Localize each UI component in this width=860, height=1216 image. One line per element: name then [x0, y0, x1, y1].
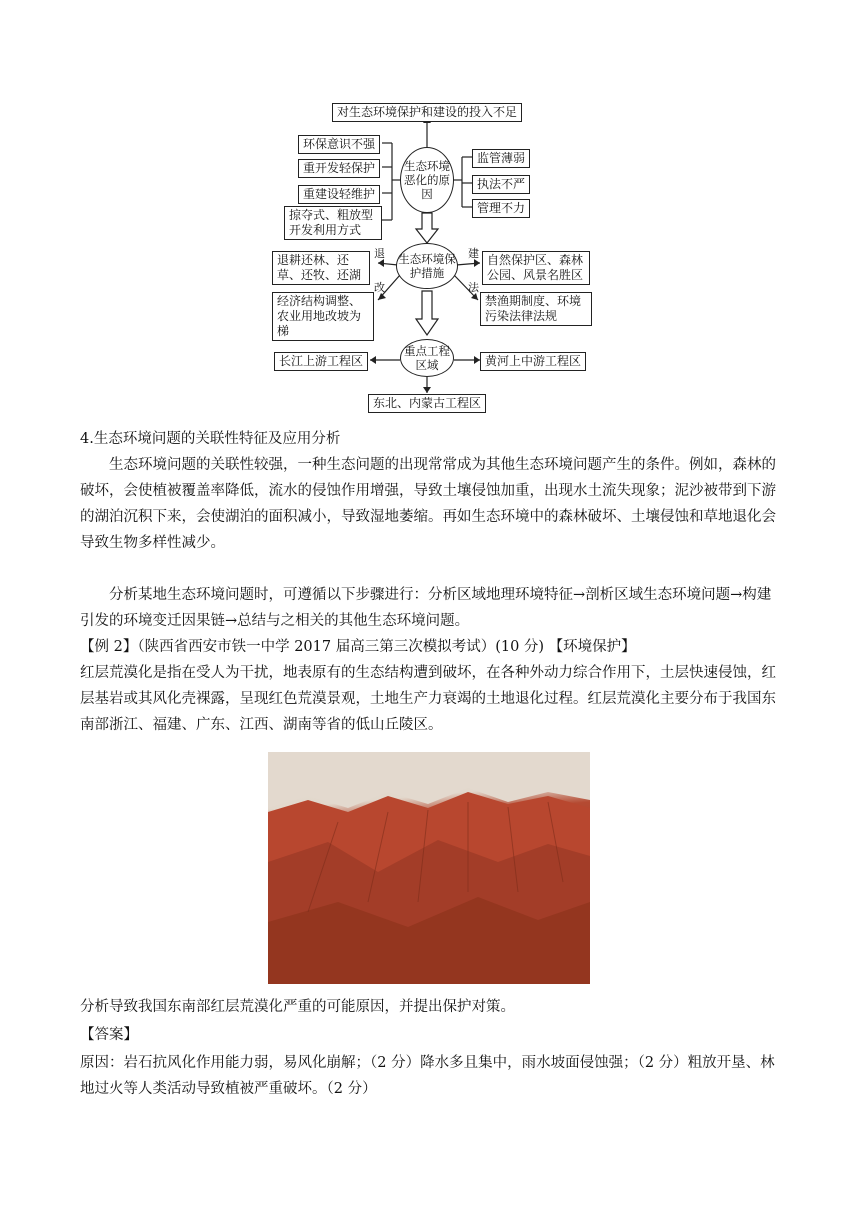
- example-heading: 【例 2】（陕西省西安市铁一中学 2017 届高三第三次模拟考试）(10 分) 【环境保护】: [80, 639, 636, 655]
- diagram-measure-left-2: 经济结构调整、农业用地改坡为梯: [272, 292, 374, 341]
- edge-label-fa: 法: [468, 281, 479, 294]
- example-text: 红层荒漠化是指在受人为干扰，地表原有的生态结构遭到破坏，在各种外动力综合作用下，土层快速侵蚀，红层基岩或其风化壳裸露，呈现红色荒漠景观，土地生产力衰竭的土地退化过程。红层荒漠化主要分布于我国东南部浙江、福建、广东、江西、湖南等省的低山丘陵区。: [80, 665, 776, 733]
- diagram-measure-right-1: 自然保护区、森林公园、风景名胜区: [482, 251, 590, 285]
- edge-label-gai: 改: [374, 281, 385, 294]
- diagram-center-causes: 生态环境恶化的原因: [400, 147, 454, 213]
- diagram-region-bottom: 东北、内蒙古工程区: [368, 394, 486, 413]
- diagram-measure-right-2: 禁渔期制度、环境污染法律法规: [480, 292, 592, 326]
- diagram-measure-left-1: 退耕还林、还草、还牧、还湖: [272, 251, 370, 285]
- paragraph-1: 生态环境问题的关联性较强，一种生态问题的出现常常成为其他生态环境问题产生的条件。例如，森林的破坏，会使植被覆盖率降低，流水的侵蚀作用增强，导致土壤侵蚀加重，出现水土流失现象；泥沙被带到下游的湖泊沉积下来，会使湖泊的面积减小，导致湿地萎缩。再如生态环境中的森林破坏、土壤侵蚀和草地退化会导致生物多样性减少。: [80, 457, 776, 551]
- diagram-center-measures: 生态环境保护措施: [396, 243, 458, 289]
- diagram-cause-right-3: 管理不力: [472, 199, 530, 218]
- paragraph-2: 分析某地生态环境问题时，可遵循以下步骤进行：分析区域地理环境特征→剖析区域生态环境问题→构建引发的环境变迁因果链→总结与之相关的其他生态环境问题。: [80, 587, 772, 629]
- diagram-cause-right-2: 执法不严: [472, 175, 530, 194]
- question-text: 分析导致我国东南部红层荒漠化严重的可能原因，并提出保护对策。: [80, 999, 515, 1015]
- diagram-cause-right-1: 监管薄弱: [472, 149, 530, 168]
- diagram-top-box: 对生态环境保护和建设的投入不足: [332, 103, 522, 122]
- diagram-cause-left-3: 重建设轻维护: [298, 185, 380, 204]
- section-title: 4.生态环境问题的关联性特征及应用分析: [80, 431, 341, 447]
- diagram-cause-left-1: 环保意识不强: [298, 135, 380, 154]
- diagram-cause-left-2: 重开发轻保护: [298, 159, 380, 178]
- diagram-cause-left-4: 掠夺式、粗放型开发利用方式: [284, 206, 382, 240]
- diagram-region-left: 长江上游工程区: [274, 352, 368, 371]
- diagram-center-regions: 重点工程区域: [400, 339, 454, 377]
- edge-label-tui: 退: [374, 247, 385, 260]
- diagram-region-right: 黄河上中游工程区: [480, 352, 586, 371]
- answer-text: 原因：岩石抗风化作用能力弱，易风化崩解；（2 分）降水多且集中，雨水坡面侵蚀强；（2 分）粗放开垦、林地过火等人类活动导致植被严重破坏。（2 分）: [80, 1055, 775, 1097]
- eco-environment-diagram: [260, 95, 600, 425]
- red-desertification-photo: [268, 752, 590, 984]
- edge-label-jian: 建: [468, 247, 479, 260]
- answer-label: 【答案】: [80, 1027, 138, 1043]
